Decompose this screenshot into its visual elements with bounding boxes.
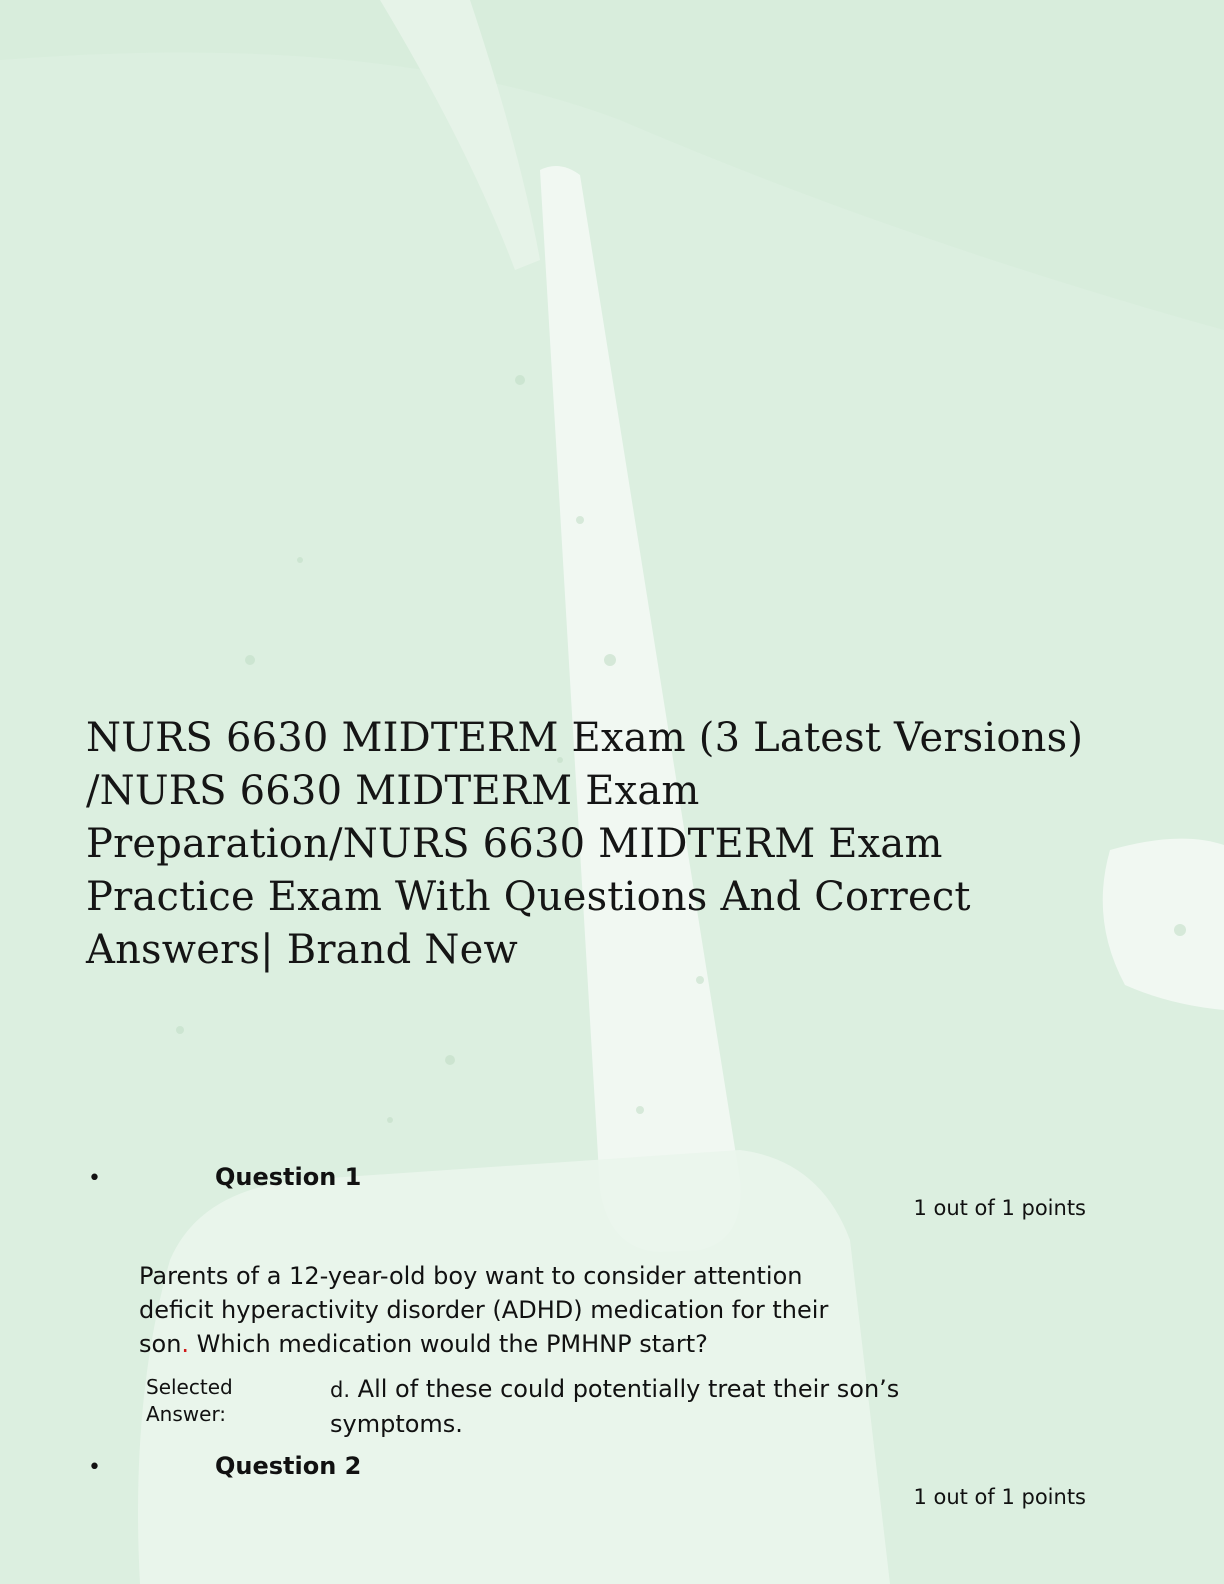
selected-answer-value — [330, 1372, 1050, 1441]
selected-answer-label — [146, 1374, 296, 1428]
question-label: Question 1 — [215, 1163, 362, 1191]
title-line-4: Practice Exam With Questions And Correct — [86, 874, 971, 920]
selected-answer-letter: d. — [330, 1378, 351, 1402]
title-line-1: NURS 6630 MIDTERM Exam (3 Latest Versions) — [86, 715, 1084, 761]
question-bullet: • — [88, 1455, 101, 1480]
question-points: 1 out of 1 points — [913, 1196, 1086, 1220]
question-points: 1 out of 1 points — [913, 1485, 1086, 1509]
selected-label-line-1: Selected — [146, 1375, 233, 1399]
selected-answer-line-1: All of these could potentially treat their son’s — [350, 1375, 900, 1403]
question-label: Question 2 — [215, 1452, 362, 1480]
question-text — [139, 1259, 999, 1361]
title-line-5: Answers| Brand New — [86, 927, 518, 973]
title-line-3: Preparation/NURS 6630 MIDTERM Exam — [86, 821, 943, 867]
selected-answer-line-2: symptoms. — [330, 1410, 463, 1438]
question-text-line-3-rest: Which medication would the PMHNP start? — [189, 1330, 708, 1358]
question-bullet: • — [88, 1166, 101, 1191]
question-text-red-period: . — [181, 1330, 190, 1358]
question-text-line-2: deficit hyperactivity disorder (ADHD) medication for their — [139, 1296, 829, 1324]
selected-label-line-2: Answer: — [146, 1402, 227, 1426]
title-line-2: /NURS 6630 MIDTERM Exam — [86, 768, 700, 814]
document-title — [86, 712, 1146, 977]
question-text-line-1: Parents of a 12-year-old boy want to consider attention — [139, 1262, 803, 1290]
question-text-line-3-start: son — [139, 1330, 182, 1358]
